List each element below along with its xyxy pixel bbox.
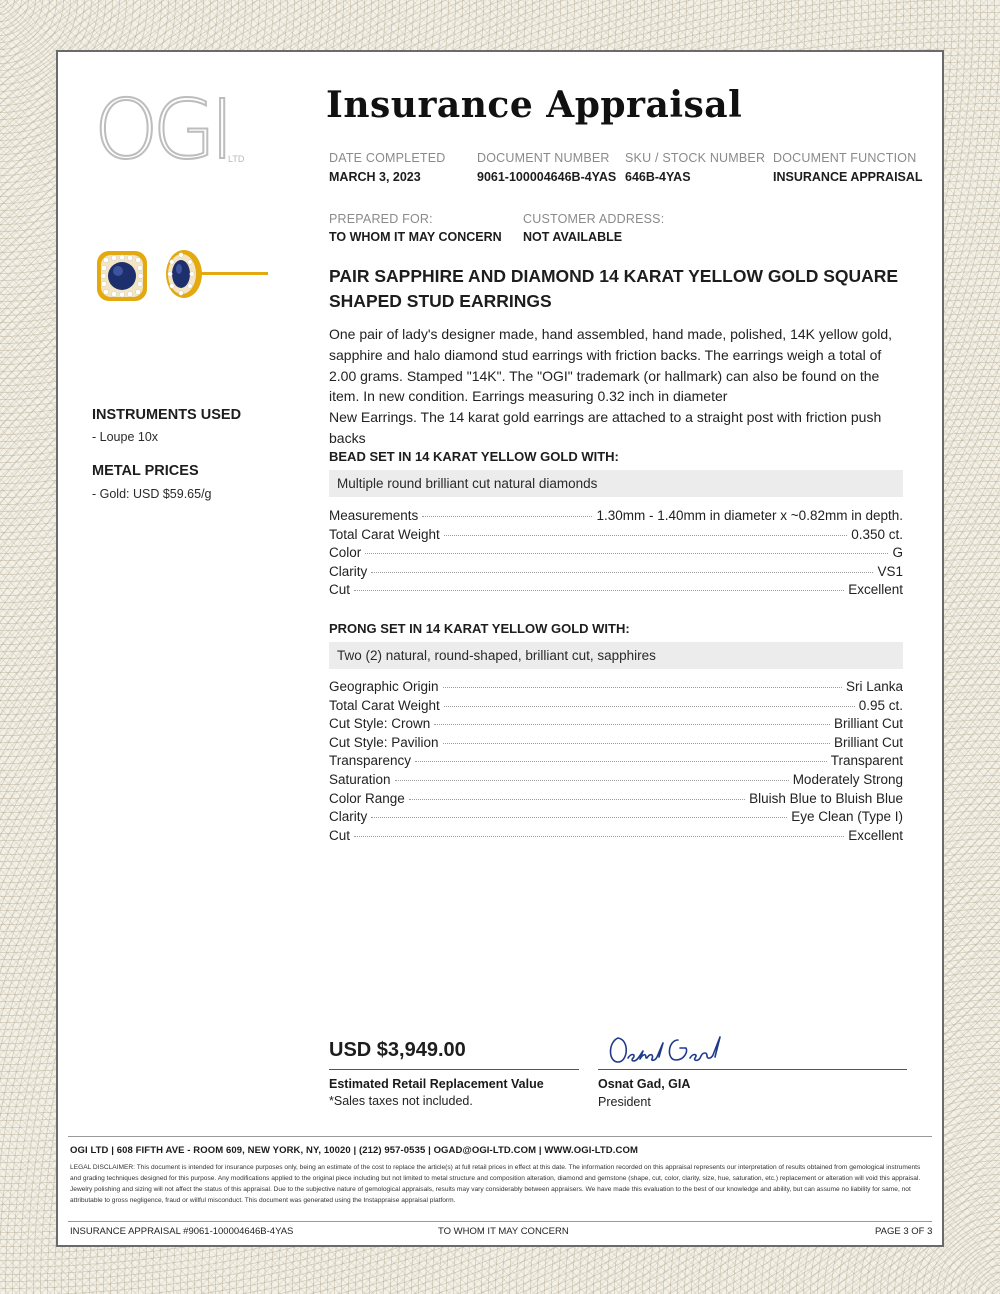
metal-prices-value: - Gold: USD $59.65/g: [92, 487, 212, 501]
spec-value: Transparent: [830, 753, 903, 769]
document-number-value: 9061-100004646B-4YAS: [477, 170, 617, 184]
earring-side: [166, 250, 268, 298]
page-title: Insurance Appraisal: [326, 84, 743, 126]
dot-leader: [443, 687, 842, 688]
legal-disclaimer: LEGAL DISCLAIMER: This document is intended for insurance purposes only, being an estimate of the cost to replace the article(s) at full retail prices in effect at this date. The information recorded on this appraisal represents our interpretation of results obtained from gemological instruments and grading techniques designed for this purpose. Any modifications applied to the original piece including but not limited to metal structure and composition alteration, diamond and gemstone (shape, cut, color, clarity, size, hue, saturation, etc.) replacement or alteration will void this appraisal. Jewelry polishing and sizing will not affect the status of this appraisal. Due to the subjective nature of gemological appraisals, results may vary considerably between appraisers. We have made this evaluation to the best of our knowledge and ability, but can assume no liability for same, not attributable to gross negligence, fraud or willful misconduct. This document was generated using the Instappraise appraisal platform.: [70, 1164, 921, 1204]
spec-row: [329, 753, 903, 772]
spec-row: [329, 735, 903, 754]
footer-divider-bottom: [68, 1221, 932, 1222]
dot-leader: [409, 799, 745, 800]
spec-label: Cut Style: Pavilion: [329, 734, 439, 750]
dot-leader: [415, 761, 827, 762]
spec-label: Color: [329, 545, 362, 561]
spec-row: [329, 508, 903, 527]
dot-leader: [395, 780, 789, 781]
metal-prices-heading: METAL PRICES: [92, 463, 199, 479]
dot-leader: [354, 590, 844, 591]
sku-value: 646B-4YAS: [625, 170, 691, 184]
spec-value: Eye Clean (Type I): [791, 809, 903, 825]
ogi-logo: [94, 83, 245, 178]
page-number: PAGE 3 OF 3: [875, 1226, 933, 1237]
prepared-for-label: PREPARED FOR:: [329, 212, 433, 226]
product-title: PAIR SAPPHIRE AND DIAMOND 14 KARAT YELLOW GOLD SQUARE SHAPED STUD EARRINGS: [329, 266, 899, 311]
dot-leader: [371, 817, 787, 818]
spec-label: Total Carat Weight: [329, 526, 440, 542]
logo-text: OGI: [94, 83, 229, 178]
signer-name: Osnat Gad, GIA: [598, 1077, 691, 1091]
tax-note: *Sales taxes not included.: [329, 1094, 473, 1108]
sapphire-summary: Two (2) natural, round-shaped, brilliant cut, sapphires: [329, 642, 903, 669]
spec-label: Total Carat Weight: [329, 697, 440, 713]
footer-divider: [68, 1136, 932, 1137]
dot-leader: [371, 572, 873, 573]
spec-row: [329, 698, 903, 717]
date-value: MARCH 3, 2023: [329, 170, 421, 184]
customer-address-value: NOT AVAILABLE: [523, 230, 623, 244]
date-label: DATE COMPLETED: [329, 151, 446, 165]
diamond-summary: Multiple round brilliant cut natural diamonds: [329, 470, 903, 497]
diamond-specs: [329, 508, 903, 601]
dot-leader: [444, 706, 855, 707]
footer-recipient: TO WHOM IT MAY CONCERN: [438, 1226, 569, 1237]
logo-suffix: LTD: [228, 154, 245, 164]
spec-label: Geographic Origin: [329, 679, 439, 694]
sapphire-section-heading: PRONG SET IN 14 KARAT YELLOW GOLD WITH:: [329, 621, 630, 636]
spec-value: Bluish Blue to Bluish Blue: [749, 790, 903, 806]
document-number-label: DOCUMENT NUMBER: [477, 151, 610, 165]
spec-label: Cut: [329, 582, 351, 598]
spec-label: Measurements: [329, 508, 419, 523]
description-paragraph-2: New Earrings. The 14 karat gold earrings are attached to a straight post with friction push backs: [329, 409, 882, 446]
spec-value: 1.30mm - 1.40mm in diameter x ~0.82mm in depth.: [596, 508, 903, 523]
signature-line: [598, 1069, 907, 1070]
spec-value: Moderately Strong: [792, 771, 903, 787]
spec-label: Color Range: [329, 790, 405, 806]
spec-value: Brilliant Cut: [833, 716, 903, 732]
spec-label: Cut Style: Crown: [329, 716, 431, 732]
instruments-heading: INSTRUMENTS USED: [92, 407, 242, 423]
spec-row: [329, 545, 903, 564]
spec-row: [329, 809, 903, 828]
spec-row: [329, 582, 903, 601]
spec-value: Brilliant Cut: [833, 734, 903, 750]
spec-row: [329, 791, 903, 810]
diamond-section-heading: BEAD SET IN 14 KARAT YELLOW GOLD WITH:: [329, 449, 619, 464]
spec-value: Excellent: [848, 827, 903, 843]
prepared-for-value: TO WHOM IT MAY CONCERN: [329, 230, 502, 244]
spec-row: [329, 828, 903, 847]
earrings-photo: [92, 244, 272, 314]
sapphire-specs: [329, 679, 903, 846]
customer-address-label: CUSTOMER ADDRESS:: [523, 212, 665, 226]
description-paragraph: One pair of lady's designer made, hand assembled, hand made, polished, 14K yellow gold, sapphire and halo diamond stud earrings with friction backs. The earrings weigh a total of 2.00 grams. Stamped "14K". The "OGI" trademark (or hallmark) can also be found on the item. In new condition. Earrings measuring 0.32 inch in diameter: [329, 326, 893, 405]
spec-value: 0.95 ct.: [858, 697, 903, 713]
footer-document-ref: INSURANCE APPRAISAL #9061-100004646B-4YAS: [70, 1226, 294, 1237]
instruments-value: - Loupe 10x: [92, 430, 159, 444]
spec-row: [329, 679, 903, 698]
appraised-value: USD $3,949.00: [329, 1039, 466, 1061]
spec-value: 0.350 ct.: [851, 526, 903, 542]
dot-leader: [422, 516, 592, 517]
dot-leader: [365, 553, 888, 554]
dot-leader: [443, 743, 830, 744]
spec-label: Clarity: [329, 563, 368, 579]
spec-row: [329, 527, 903, 546]
product-description: [329, 324, 907, 449]
spec-label: Saturation: [329, 771, 391, 787]
dot-leader: [354, 836, 844, 837]
spec-value: Sri Lanka: [845, 679, 903, 694]
spec-value: VS1: [877, 563, 903, 579]
divider: [329, 1069, 579, 1070]
spec-row: [329, 564, 903, 583]
value-label: Estimated Retail Replacement Value: [329, 1077, 544, 1091]
signature-image: [606, 1030, 736, 1070]
spec-label: Clarity: [329, 809, 368, 825]
spec-value: G: [892, 545, 903, 561]
dot-leader: [444, 535, 847, 536]
spec-row: [329, 772, 903, 791]
dot-leader: [434, 724, 830, 725]
signer-title: President: [598, 1095, 651, 1109]
spec-label: Transparency: [329, 753, 412, 769]
sku-label: SKU / STOCK NUMBER: [625, 151, 766, 165]
company-info: OGI LTD | 608 FIFTH AVE - ROOM 609, NEW YORK, NY, 10020 | (212) 957-0535 | OGAD@OGI-LTD.COM | WWW.OGI-LTD.COM: [70, 1145, 638, 1156]
document-function-label: DOCUMENT FUNCTION: [773, 151, 917, 165]
earring-front: [97, 251, 147, 301]
document-function-value: INSURANCE APPRAISAL: [773, 170, 923, 184]
spec-value: Excellent: [848, 582, 903, 598]
spec-row: [329, 716, 903, 735]
spec-label: Cut: [329, 827, 351, 843]
